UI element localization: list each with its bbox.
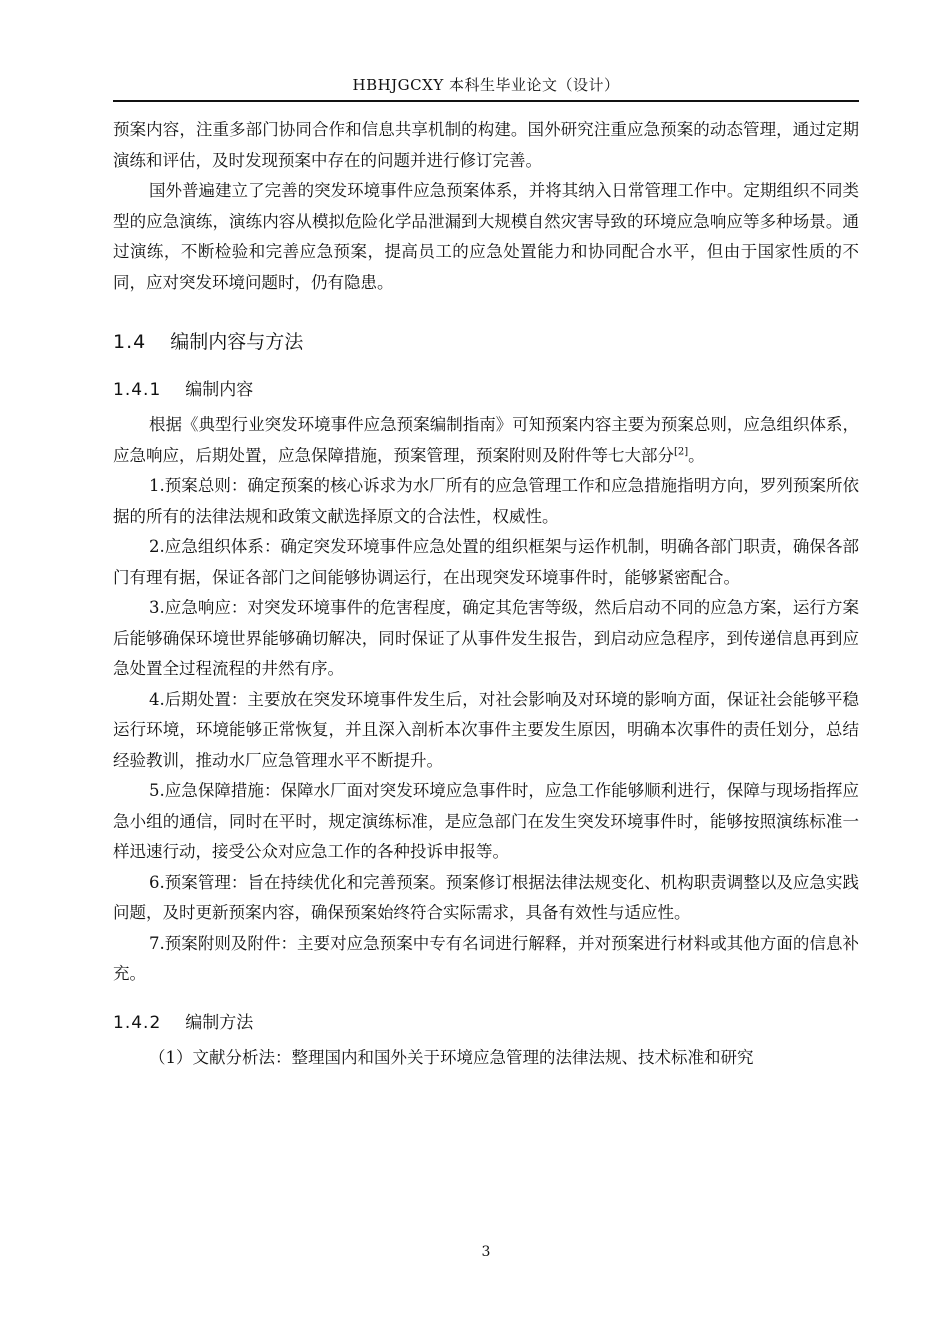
list-item-5: 5.应急保障措施：保障水厂面对突发环境应急事件时，应急工作能够顺利进行，保障与现场指挥应急小组的通信，同时在平时，规定演练标准，是应急部门在发生突发环境事件时，能够按照演练标准一样迅速行动，接受公众对应急工作的各种投诉申报等。 xyxy=(113,781,859,861)
list-item-1: 1.预案总则：确定预案的核心诉求为水厂所有的应急管理工作和应急措施指明方向，罗列预案所依据的所有的法律法规和政策文献选择原文的合法性，权威性。 xyxy=(113,476,859,526)
list-item-7: 7.预案附则及附件：主要对应急预案中专有名词进行解释，并对预案进行材料或其他方面的信息补充。 xyxy=(113,933,859,983)
subsection-title: 编制方法 xyxy=(185,1012,254,1033)
page-body xyxy=(113,115,859,1073)
section-heading-1-4 xyxy=(113,327,859,357)
list-item-2: 2.应急组织体系：确定突发环境事件应急处置的组织框架与运作机制，明确各部门职责，确保各部门有理有据，保证各部门之间能够协调运行，在出现突发环境事件时，能够紧密配合。 xyxy=(113,537,859,587)
header-rule xyxy=(113,100,859,102)
intro-text: 根据《典型行业突发环境事件应急预案编制指南》可知预案内容主要为预案总则，应急组织体系，应急响应，后期处置，应急保障措施，预案管理，预案附则及附件等七大部分 xyxy=(113,415,859,465)
list-item-4: 4.后期处置：主要放在突发环境事件发生后，对社会影响及对环境的影响方面，保证社会能够平稳运行环境，环境能够正常恢复，并且深入剖析本次事件主要发生原因，明确本次事件的责任划分，总结经验教训，推动水厂应急管理水平不断提升。 xyxy=(113,689,859,770)
subsection-heading-1-4-1 xyxy=(113,375,859,405)
subsection-number: 1.4.2 xyxy=(113,1012,162,1033)
section-number: 1.4 xyxy=(113,331,147,353)
page-header: HBHJGCXY 本科生毕业论文（设计） xyxy=(352,76,620,94)
paragraph-1: 预案内容，注重多部门协同合作和信息共享机制的构建。国外研究注重应急预案的动态管理，通过定期演练和评估，及时发现预案中存在的问题并进行修订完善。 xyxy=(113,120,859,170)
subsection-title: 编制内容 xyxy=(185,380,254,400)
intro-paragraph xyxy=(113,410,859,471)
citation-marker: [2] xyxy=(674,446,689,457)
list-item-6: 6.预案管理：旨在持续优化和完善预案。预案修订根据法律法规变化、机构职责调整以及应急实践问题，及时更新预案内容，确保预案始终符合实际需求，具备有效性与适应性。 xyxy=(113,872,859,922)
page-number: 3 xyxy=(481,1244,491,1260)
list-item-3: 3.应急响应：对突发环境事件的危害程度，确定其危害等级，然后启动不同的应急方案，运行方案后能够确保环境世界能够确切解决，同时保证了从事件发生报告，到启动应急程序，到传递信息再到应急处置全过程流程的井然有序。 xyxy=(113,598,859,678)
section-title: 编制内容与方法 xyxy=(170,331,304,353)
intro-end: 。 xyxy=(688,445,705,465)
method-item-1: （1）文献分析法：整理国内和国外关于环境应急管理的法律法规、技术标准和研究 xyxy=(149,1047,754,1067)
subsection-number: 1.4.1 xyxy=(113,380,162,400)
subsection-heading-1-4-2 xyxy=(113,1008,859,1038)
paragraph-2: 国外普遍建立了完善的突发环境事件应急预案体系，并将其纳入日常管理工作中。定期组织不同类型的应急演练，演练内容从模拟危险化学品泄漏到大规模自然灾害导致的环境应急响应等多种场景。通过演练，不断检验和完善应急预案，提高员工的应急处置能力和协同配合水平，但由于国家性质的不同，应对突发环境问题时，仍有隐患。 xyxy=(113,181,859,292)
